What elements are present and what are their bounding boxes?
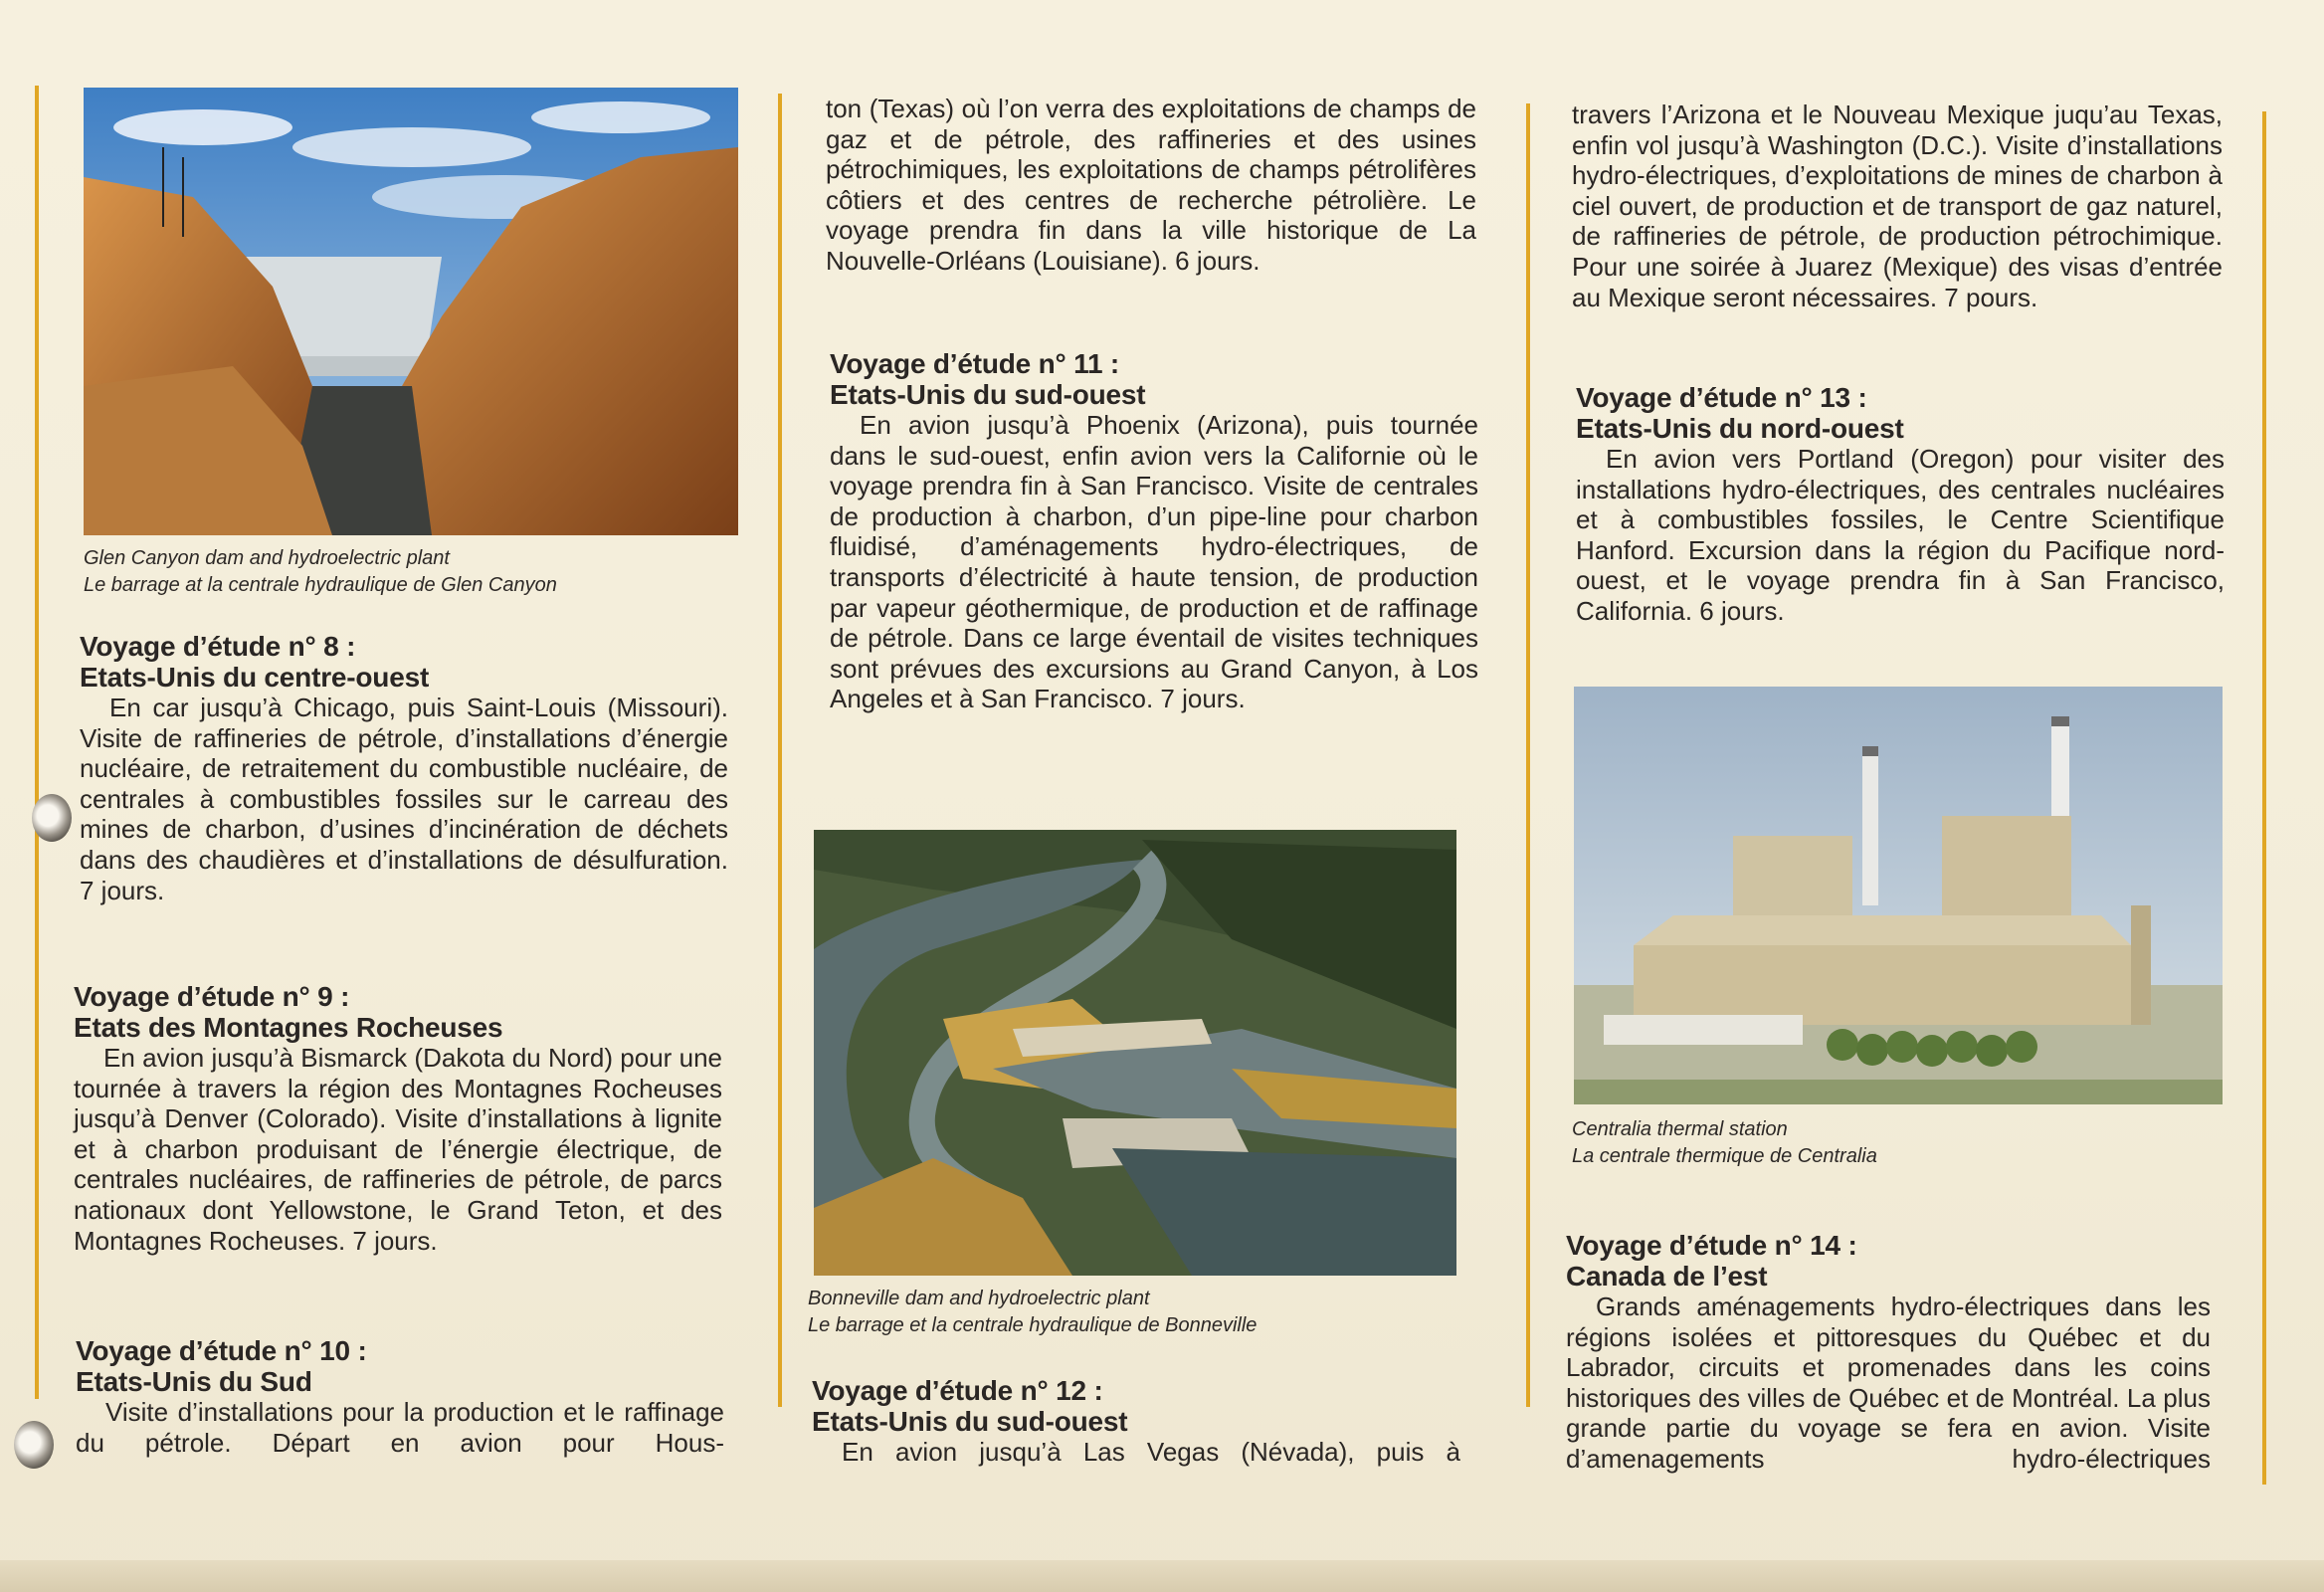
- column-rule-middle: [778, 94, 782, 1407]
- trip-8: [80, 631, 728, 905]
- trip-12-subtitle: Etats-Unis du sud-ouest: [812, 1406, 1128, 1437]
- caption-english: Centralia thermal station: [1572, 1118, 1788, 1140]
- trip-14-body: Grands aménagements hydro-électriques dans les régions isolées et pittoresques du Québec et du Labrador, circuits et promenades dans les coins historiques des villes de Québec et de Montréal. La plus grande partie du voyage se fera en avion. Visite d’amenagements hydro-électriques: [1566, 1292, 2211, 1474]
- trip-10-body: Visite d’installations pour la production et le raffinage du pétrole. Départ en avion pour Hous-: [76, 1397, 724, 1458]
- trip-10-continuation: [826, 94, 1476, 277]
- trip-8-title: Voyage d’étude n° 8 :: [80, 631, 356, 662]
- column-rule-right: [2262, 111, 2266, 1485]
- caption-english: Glen Canyon dam and hydroelectric plant: [84, 547, 450, 569]
- trip-12-continued-body: travers l’Arizona et le Nouveau Mexique juqu’au Texas, enfin vol jusqu’à Washington (D.C.). Visite d’installations hydro-électriques, d’exploitations de mines de charbon à ciel ouvert, de production et de transport de gaz naturel, de raffineries de pétrole, de production pétrochimique. Pour une soirée à Juarez (Mexique) des visas d’entrée au Mexique seront nécessaires. 7 pours.: [1572, 100, 2223, 312]
- trip-11-body: En avion jusqu’à Phoenix (Arizona), puis tournée dans le sud-ouest, enfin avion vers la Californie où le voyage prendra fin à San Francisco. Visite de centrales de production à charbon, d’un pipe-line pour charbon fluidisé, d’aménagements hydro-électriques, de transports d’électricité à haute tension, de production par vapeur géothermique, de production et de raffinage de pétrole. Dans ce large éventail de visites techniques sont prévues des excursions au Grand Canyon, à Los Angeles et à San Francisco. 7 jours.: [830, 410, 1478, 714]
- caption-english: Bonneville dam and hydroelectric plant: [808, 1288, 1150, 1309]
- trip-10-subtitle: Etats-Unis du Sud: [76, 1366, 312, 1397]
- trip-10-title: Voyage d’étude n° 10 :: [76, 1335, 367, 1366]
- trip-13-body: En avion vers Portland (Oregon) pour visiter des installations hydro-électriques, des centrales nucléaires et à combustibles fossiles, le Centre Scientifique Hanford. Excursion dans la région du Pacifique nord-ouest, et le voyage prendra fin à San Francisco, California. 6 jours.: [1576, 444, 2225, 626]
- trip-9-title: Voyage d’étude n° 9 :: [74, 981, 350, 1012]
- trip-12-continuation: [1572, 100, 2223, 312]
- trip-9: [74, 981, 722, 1256]
- river-dam-aerial-icon: [814, 830, 1456, 1276]
- trip-13-subtitle: Etats-Unis du nord-ouest: [1576, 413, 1904, 444]
- caption-french: La centrale thermique de Centralia: [1572, 1145, 1877, 1167]
- dam-photo-icon: [84, 88, 738, 535]
- bonneville-caption: [808, 1286, 1257, 1339]
- trip-12: [812, 1375, 1460, 1468]
- trip-8-body: En car jusqu’à Chicago, puis Saint-Louis (Missouri). Visite de raffineries de pétrole, d’installations d’énergie nucléaire, de retraitement du combustible nucléaire, de centrales à combustibles fossiles sur le carreau des mines de charbon, d’usines d’incinération de déchets dans des chaudières et d’installations de désulfuration. 7 jours.: [80, 693, 728, 905]
- trip-8-subtitle: Etats-Unis du centre-ouest: [80, 662, 430, 693]
- bonneville-dam-photo: [814, 830, 1456, 1276]
- trip-13: [1576, 382, 2225, 627]
- binder-hole-top: [32, 794, 72, 842]
- trip-12-title: Voyage d’étude n° 12 :: [812, 1375, 1103, 1406]
- trip-9-subtitle: Etats des Montagnes Rocheuses: [74, 1012, 503, 1043]
- centralia-caption: [1572, 1116, 1877, 1170]
- trip-11: [830, 348, 1478, 714]
- glen-canyon-caption: [84, 545, 557, 599]
- trip-11-title: Voyage d’étude n° 11 :: [830, 348, 1120, 379]
- page-edge: [0, 1560, 2324, 1592]
- trip-10-continued-body: ton (Texas) où l’on verra des exploitations de champs de gaz et de pétrole, des raffineries et des usines pétrochimiques, les exploitations de champs pétrolifères côtiers et des centres de recherche pétrolière. Le voyage prendra fin dans la ville historique de La Nouvelle-Orléans (Louisiane). 6 jours.: [826, 94, 1476, 276]
- trip-12-body: En avion jusqu’à Las Vegas (Névada), puis à: [842, 1437, 1460, 1467]
- column-rule-mid-right: [1526, 103, 1530, 1407]
- trip-14: [1566, 1230, 2211, 1475]
- trip-10: [76, 1335, 724, 1458]
- trip-14-title: Voyage d’étude n° 14 :: [1566, 1230, 1857, 1261]
- trip-13-title: Voyage d’étude n° 13 :: [1576, 382, 1867, 413]
- trip-14-subtitle: Canada de l’est: [1566, 1261, 1768, 1292]
- binder-hole-bottom: [14, 1421, 54, 1469]
- glen-canyon-dam-photo: [84, 88, 738, 535]
- trip-11-subtitle: Etats-Unis du sud-ouest: [830, 379, 1146, 410]
- centralia-station-photo: [1574, 687, 2223, 1104]
- column-rule-left: [35, 86, 39, 1399]
- trip-9-body: En avion jusqu’à Bismarck (Dakota du Nord) pour une tournée à travers la région des Montagnes Rocheuses jusqu’à Denver (Colorado). Visite d’installations à lignite et à charbon produisant de l’énergie électrique, de centrales nucléaires, de raffineries de pétrole, de parcs nationaux dont Yellowstone, le Grand Teton, et des Montagnes Rocheuses. 7 jours.: [74, 1043, 722, 1256]
- caption-french: Le barrage et la centrale hydraulique de Bonneville: [808, 1314, 1258, 1336]
- caption-french: Le barrage at la centrale hydraulique de Glen Canyon: [84, 574, 557, 596]
- power-station-icon: [1574, 687, 2223, 1104]
